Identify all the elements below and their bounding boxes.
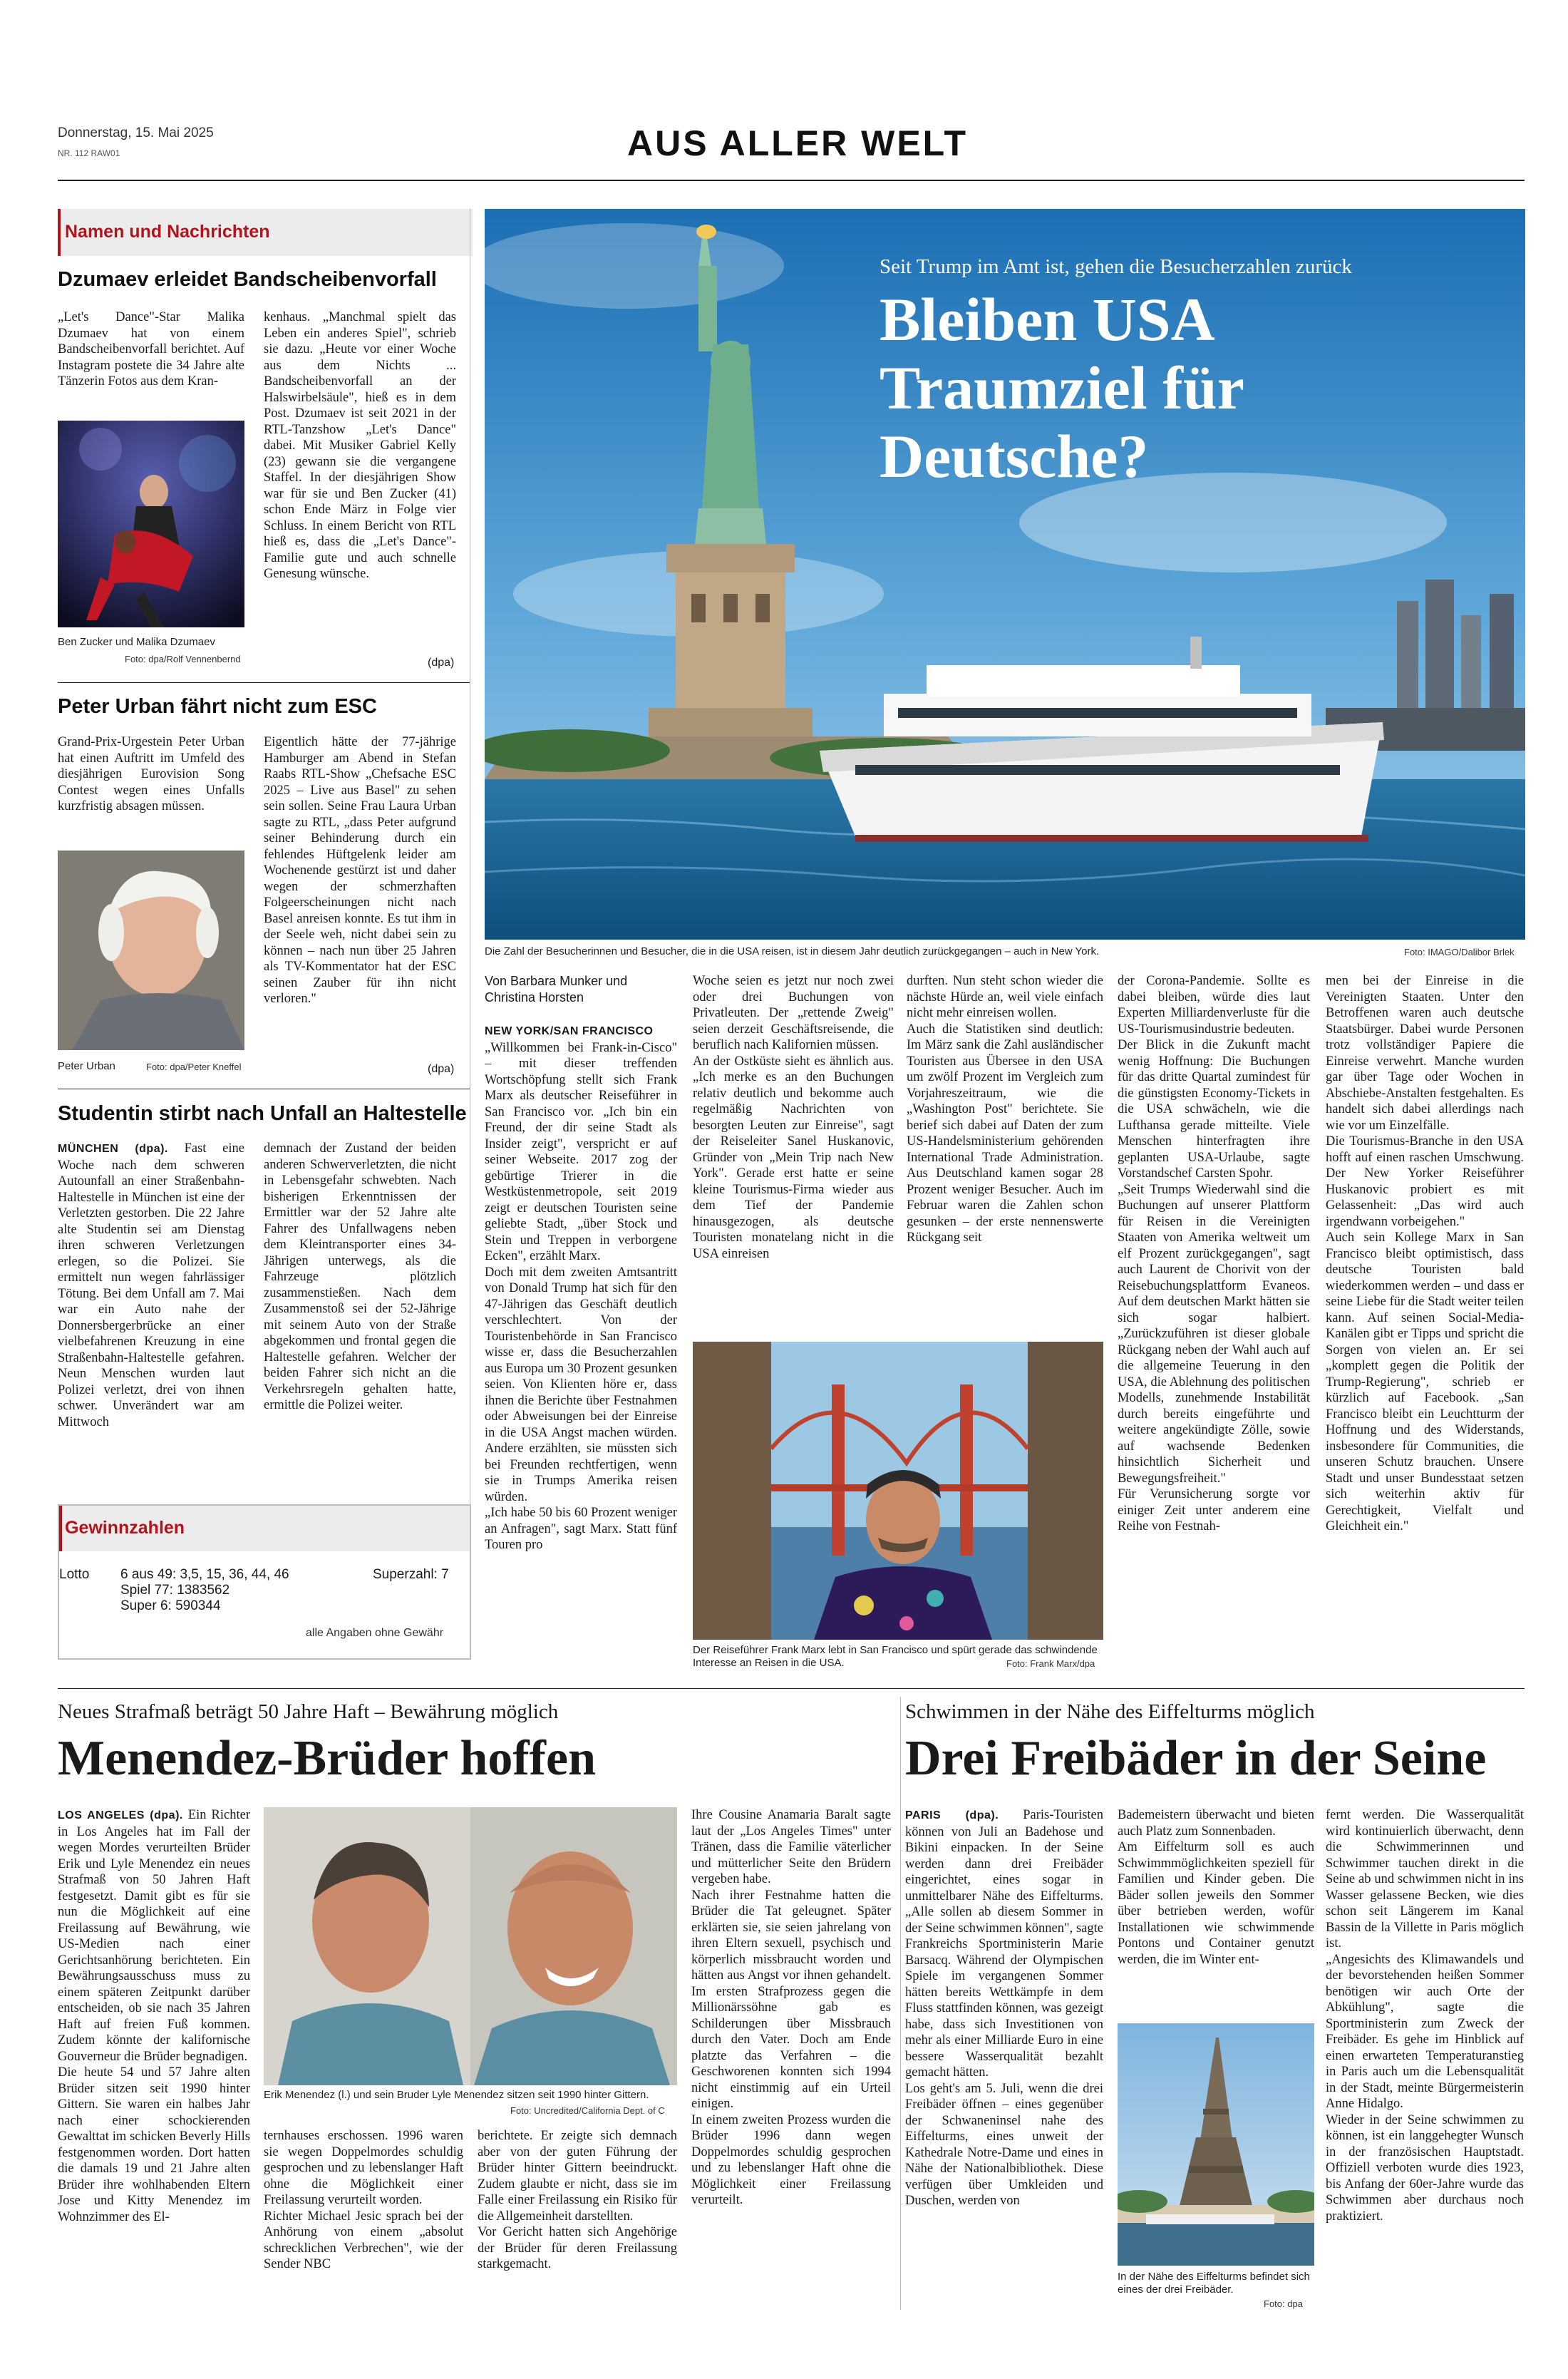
lead-text-4: der Corona-Pandemie. Sollte es dabei bleiben, würde dies laut Experten Milliardenverluste für die US-Tourismusindustrie bedeuten. Der Blick in die Zukunft macht wenig Hoffnung: Die Buchungen für das dritte Quartal zumindest für die günstigsten Economy-Tickets in die USA schwächeln, wie die Lufthansa gerade mitteilte. Viele Menschen hinterfragten ihre geplanten USA-Urlaube, sagte Vorstandschef Carsten Spohr. „Seit Trumps Wiederwahl sind die Buchungen auf unserer Plattform für Reisen in die Vereinigten Staaten von Amerika weltweit um elf Prozent zurückgegangen", sagt auch Laurent de Chorivit von der Reisebuchungsplattform Evaneos. Auf dem deutschen Markt hätten sie sich sogar halbiert. „Zurückzuführen ist dieser globale Rückgang neben der Wahl auch auf die allgemeine Teuerung in den USA, die Ablehnung des politischen Modells, zunehmende Instabilität durch bereits eingeführte und weitere angekündigte Zölle, sowie auf wachsende Bedenken hinsichtlich Sicherheit und Bewegungsfreiheit." Für Verunsicherung sorgte vor einiger Zeit unter anderem eine Reihe von Festnah- xyxy=(1118,974,1310,1533)
menendez-text-3: berichtete. Er zeigte sich demnach aber von der guten Führung der Brüder hinter Gittern beeindruckt. Zudem glaubte er nicht, dass sie im Falle einer Freilassung ein Risiko für die Allgemeinheit darstellten. Vor Gericht hatten sich Angehörige der Brüder für deren Freilassung starkgemacht. xyxy=(478,2129,677,2271)
lotto-label: Lotto xyxy=(59,1567,90,1582)
lead-col4 xyxy=(1118,973,1310,1679)
menendez-col3 xyxy=(478,2128,677,2306)
lotto-note: alle Angaben ohne Gewähr xyxy=(306,1627,444,1639)
dzumaev-credit: Foto: dpa/Rolf Vennenbernd xyxy=(125,654,241,664)
lead-col1 xyxy=(485,1023,677,1682)
seine-kicker: Schwimmen in der Nähe des Eiffelturms möglich xyxy=(905,1700,1315,1723)
marx-credit: Foto: Frank Marx/dpa xyxy=(1006,1658,1095,1669)
dzumaev-text-1: „Let's Dance"-Star Malika Dzumaev hat von einem Bandscheibenvorfall berichtet. Auf Instagram postete die 34 Jahre alte Tänzerin Fotos aus dem Kran- xyxy=(58,310,244,389)
menendez-dateline: LOS ANGELES (dpa). xyxy=(58,1809,183,1821)
urban-col1 xyxy=(58,734,244,848)
masthead-date: Donnerstag, 15. Mai 2025 xyxy=(58,125,214,140)
menendez-photo xyxy=(264,1807,677,2085)
lead-col5 xyxy=(1326,973,1524,1679)
menendez-credit: Foto: Uncredited/California Dept. of C xyxy=(510,2105,665,2116)
lead-headline-line-2: Traumziel für xyxy=(880,354,1244,422)
sidebar-title-bar xyxy=(58,209,473,256)
marx-caption: Der Reiseführer Frank Marx lebt in San Francisco und spürt gerade das schwindende Interesse an Reisen in die USA. xyxy=(693,1644,1098,1669)
lead-credit: Foto: IMAGO/Dalibor Brlek xyxy=(1404,947,1515,957)
headline-urban: Peter Urban fährt nicht zum ESC xyxy=(58,695,377,718)
sidebar-title: Namen und Nachrichten xyxy=(65,222,270,242)
lead-text-3: durften. Nun steht schon wieder die nächste Hürde an, weil viele einfach nicht mehr einreisen wollen. Auch die Statistiken sind deutlich: Im März sank die Zahl ausländischer Touristen aus Übersee in den USA um zwölf Prozent im Vergleich zum Vorjahreszeitraum, wie die „Washington Post" berichtete. Sie berief sich dabei auf Daten der zum US-Handelsministerium gehörenden International Trade Administration. Aus Deutschland kamen sogar 28 Prozent weniger Besucher. Auch im Februar waren die Zahlen schon gesunken – der erste nennenswerte Rückgang seit xyxy=(907,974,1103,1245)
lotto-title: Gewinnzahlen xyxy=(65,1518,185,1538)
lotto-box xyxy=(58,1504,471,1660)
eiffel-credit: Foto: dpa xyxy=(1264,2298,1303,2309)
menendez-headline: Menendez-Brüder hoffen xyxy=(58,1731,596,1786)
lead-kicker: Seit Trump im Amt ist, gehen die Besucherzahlen zurück xyxy=(880,255,1352,278)
lead-caption: Die Zahl der Besucherinnen und Besucher, die in die USA reisen, ist in diesem Jahr deutlich zurückgegangen – auch in New York. xyxy=(485,945,1100,957)
seine-headline: Drei Freibäder in der Seine xyxy=(905,1731,1487,1786)
lead-authors: Von Barbara Munker und Christina Horsten xyxy=(485,974,628,1004)
lead-col3 xyxy=(907,973,1103,1330)
urban-credit: Foto: dpa/Peter Kneffel xyxy=(146,1062,242,1072)
eiffel-caption: In der Nähe des Eiffelturms befindet sich eines der drei Freibäder. xyxy=(1118,2271,1310,2296)
headline-dzumaev: Dzumaev erleidet Bandscheibenvorfall xyxy=(58,268,437,291)
menendez-kicker: Neues Strafmaß beträgt 50 Jahre Haft – Bewährung möglich xyxy=(58,1700,559,1723)
lotto-line2: Spiel 77: 1383562 xyxy=(120,1583,230,1598)
lead-text-1: „Willkommen bei Frank-in-Cisco" – mit dieser treffenden Wortschöpfung stellt sich Frank Marx als deutscher Reiseführer in San Francisco vor. „Ich bin ein Freund, der dir seine Stadt als Insider zeigt", verspricht er auf seiner Webseite. 2017 zog der gebürtige Trierer in die Westküstenmetropole, seit 2019 zeigt er deutschen Touristen seine geliebte Stadt, „über Stock und Stein und Treppen in verborgene Ecken", erzählt Marx. Doch mit dem zweiten Amtsantritt von Donald Trump hat sich für den 47-Jährigen das Geschäft deutlich verschlechtert. Von der Touristenbehörde in San Francisco wisse er, dass die Besucherzahlen aus Europa um 30 Prozent gesunken seien. Von Klienten höre er, dass ihnen die Berichte über Festnahmen oder Abweisungen bei der Einreise in die USA Angst machen würden. Andere erzählten, sie müssten sich bei Freunden rechtfertigen, wenn sie in Trumps Amerika reisen würden. „Ich habe 50 bis 60 Prozent weniger an Anfragen", sagt Marx. Statt fünf Touren pro xyxy=(485,1040,677,1552)
seine-text-2: Bademeistern überwacht und bieten auch Platz zum Sonnenbaden. Am Eiffelturm soll es auch Schwimmmöglichkeiten speziell für Familien und Kinder geben. Die Bäder sollen jeweils den Sommer über betrieben werden, wofür Installationen wie schwimmende Pontons und Container genutzt werden, die im Winter ent- xyxy=(1118,1808,1314,1967)
menendez-col1 xyxy=(58,1807,250,2306)
dzumaev-photo xyxy=(58,421,244,627)
menendez-col2 xyxy=(264,2128,463,2306)
urban-col2 xyxy=(264,734,456,1080)
seine-col1 xyxy=(905,1807,1103,2306)
seine-dateline: PARIS (dpa). xyxy=(905,1809,999,1821)
urban-photo xyxy=(58,851,244,1050)
headline-studentin: Studentin stirbt nach Unfall an Haltestelle xyxy=(58,1102,467,1125)
dzumaev-agency: (dpa) xyxy=(428,657,455,669)
section-title: AUS ALLER WELT xyxy=(627,123,969,163)
marx-photo xyxy=(693,1342,1103,1640)
dzumaev-col2 xyxy=(264,309,456,674)
dzumaev-caption: Ben Zucker und Malika Dzumaev xyxy=(58,636,215,648)
seine-col2 xyxy=(1118,1807,1314,2021)
studentin-col1 xyxy=(58,1141,244,1463)
lotto-line1: 6 aus 49: 3,5, 15, 36, 44, 46 xyxy=(120,1567,289,1582)
eiffel-photo xyxy=(1118,2023,1314,2266)
lotto-superzahl: Superzahl: 7 xyxy=(373,1567,449,1582)
lead-dateline: NEW YORK/SAN FRANCISCO xyxy=(485,1025,654,1037)
urban-text-1: Grand-Prix-Urgestein Peter Urban hat einen Auftritt im Umfeld des diesjährigen Eurovision Song Contest wegen eines Unfalls kurzfristig absagen müssen. xyxy=(58,735,244,813)
urban-agency: (dpa) xyxy=(428,1063,455,1075)
menendez-text-1: Ein Richter in Los Angeles hat im Fall der wegen Mordes verurteilten Brüder Erik und Lyle Menendez ein neues Strafmaß von 50 Jahren Haft festgesetzt. Damit gibt es für sie nun die Möglichkeit auf eine Freilassung auf Bewährung, wie US-Medien nach einer Gerichtsanhörung berichteten. Ein Bewährungsausschuss muss zu einem späteren Zeitpunkt darüber entscheiden, ob sie nach 35 Jahren Haft auf freien Fuß kommen. Zudem könnte der kalifornische Gouverneur die Brüder begnadigen. Die heute 54 und 57 Jahre alten Brüder sitzen seit 1990 hinter Gittern. Sie waren ein halbes Jahr nach einer schockierenden Gewalttat im schicken Beverly Hills festgenommen worden. Dort hatten die damals 19 und 21 Jahre alten Brüder ihre wohlhabenden Eltern Jose und Kitty Menendez im Wohnzimmer des El- xyxy=(58,1808,250,2224)
lotto-line3: Super 6: 590344 xyxy=(120,1598,221,1613)
dzumaev-text-2: kenhaus. „Manchmal spielt das Leben ein anderes Spiel", schrieb sie dazu. „Heute vor einer Woche aus dem Nichts ... Bandscheibenvorfall an der Halswirbelsäule", hieß es in dem Post. Dzumaev ist seit 2021 in der RTL-Tanzshow „Let's Dance" dabei. Mit Musiker Gabriel Kelly (23) gewann sie die vergangene Staffel. In der diesjährigen Show war für sie und Ben Zucker (41) schon Ende März in Folge vier Schluss. In einem Bericht von RTL hieß es, dass die „Let's Dance"-Familie gute und auch schnelle Genesung wünsche. xyxy=(264,310,456,581)
masthead-issue: NR. 112 RAW01 xyxy=(58,148,120,158)
studentin-col2 xyxy=(264,1141,456,1463)
seine-text-3: fernt werden. Die Wasserqualität wird kontinuierlich überwacht, denn die Schwimmerinnen und Schwimmer tauchen direkt in die Seine ab und schwimmen nicht in ins Wasser gelassene Becken, wie dies schon seit Längerem im Kanal Bassin de la Villette in Paris möglich ist. „Angesichts des Klimawandels und der bevorstehenden heißen Sommer benötigen wir auch Orte der Abkühlung", sagte die Sportministerin zum Zweck der Freibäder. Es gehe im Hinblick auf einen erwarteten Temperaturanstieg in Paris auch um die Lebensqualität in der Stadt, meinte Bürgermeisterin Anne Hidalgo. Wieder in der Seine schwimmen zu können, ist ein langgehegter Wunsch in der französischen Hauptstadt. Offiziell verboten wurde dies 1923, bis Anfang der 60er-Jahre wurde das Schwimmen aber durchaus noch praktiziert. xyxy=(1326,1808,1524,2224)
sidebar-divider-1 xyxy=(58,682,470,683)
lead-text-2: Woche seien es jetzt nur noch zwei oder drei Buchungen von Privatleuten. Der „rettende Zweig" seien derzeit Geschäftsreisende, die beruflich nach Kalifornien müssen. An der Ostküste sieht es ähnlich aus. „Ich merke es an den Buchungen relativ deutlich und bekomme auch regelmäßig Nachrichten von besorgten Leuten zur Einreise", sagt der Reiseleiter Sanel Huskanovic, Gründer von „Mein Trip nach New York". Gerade erst hatte er seine kleine Tourismus-Firma wieder aus dem Tief der Pandemie hinausgezogen, als deutsche Touristen monatelang nicht in die USA einreisen xyxy=(693,974,894,1261)
studentin-text-2: demnach der Zustand der beiden anderen Schwerverletzten, die nicht in Lebensgefahr schwebten. Nach bisherigen Erkenntnissen der Ermittler war der 52 Jahre alte Fahrer des Unfallwagens neben dem Kleintransporter eines 34-Jährigen unterwegs, als die Fahrzeuge plötzlich zusammenstießen. Nach dem Zusammenstoß sei der 52-Jährige mit seinem Auto von der Straße abgekommen und frontal gegen die Haltestelle gefahren. Welcher der beiden Fahrer sich nicht an die Verkehrsregeln gehalten hatte, ermittle die Polizei weiter. xyxy=(264,1141,456,1412)
lead-headline xyxy=(880,285,1244,490)
dzumaev-col1 xyxy=(58,309,244,416)
studentin-dateline: MÜNCHEN (dpa). xyxy=(58,1143,168,1155)
urban-caption: Peter Urban xyxy=(58,1060,115,1072)
menendez-caption: Erik Menendez (l.) und sein Bruder Lyle Menendez sitzen seit 1990 hinter Gittern. xyxy=(264,2089,649,2101)
lead-text-5: men bei der Einreise in die Vereinigten Staaten. Unter den Betroffenen waren auch deutsche Staatsbürger. Dabei wurde Personen trotz vollständiger Papiere die Einreise verwehrt. Manche wurden gar über Tage oder Wochen in Abschiebe-Anstalten festgehalten. Es handelt sich dabei allerdings nach wie vor um Einzelfälle. Die Tourismus-Branche in den USA hofft auf einen raschen Umschwung. Der New Yorker Reiseführer Huskanovic probiert es mit Gelassenheit: „Das wird auch irgendwann vorbeigehen." Auch sein Kollege Marx in San Francisco bleibt optimistisch, dass deutsche Touristen bald wiederkommen werden – und dass er seine Liebe für die Stadt weiter teilen kann. Auf seinen Social-Media-Kanälen gibt er Tipps und spricht die Sorgen von vielen an. Er sei „komplett gegen die Politik der Trump-Regierung", schrieb er kürzlich auf Facebook. „San Francisco bleibt ein Leuchtturm der Hoffnung und des Widerstands, insbesondere für Communities, die unseren Schutz brauchen. Unsere Stadt und unser Bundesstaat setzen sich weiterhin aktiv für Gerechtigkeit, Vielfalt und Gleichheit ein." xyxy=(1326,974,1524,1533)
lower-rule xyxy=(58,1688,1525,1689)
menendez-text-4: Ihre Cousine Anamaria Baralt sagte laut der „Los Angeles Times" unter Tränen, dass die Familie väterlicher und mütterlicher Seite den Brüdern vergeben habe. Nach ihrer Festnahme hatten die Brüder die Tat geleugnet. Später erklärten sie, sie seien jahrelang von ihren Eltern sexuell, psychisch und körperlich missbraucht worden und hätten aus Angst vor ihnen gehandelt. Im ersten Strafprozess gegen die Millionärssöhne gab es Schilderungen über Missbrauch durch den Vater. Doch am Ende platzte das Verfahren – die Geschworenen konnten sich 1994 nicht einstimmig auf ein Urteil einigen. In einem zweiten Prozess wurden die Brüder 1996 dann wegen Doppelmordes schuldig gesprochen und zu lebenslanger Haft ohne die Möglichkeit einer Freilassung verurteilt. xyxy=(691,1808,891,2207)
masthead-rule xyxy=(58,180,1525,181)
studentin-text-1: Fast eine Woche nach dem schweren Autounfall an einer Straßenbahn-Haltestelle in München ist eine der Verletzten gestorben. Die 22 Jahre alte Studentin sei am Dienstag ihren schweren Verletzungen erlegen, so die Polizei. Sie ermittelt nun wegen fahrlässiger Tötung. Bei dem Unfall am 7. Mai war ein Auto nahe der Donnersbergerbrücke an einer vielbefahrenen Kreuzung in eine Straßenbahn-Haltestelle gefahren. Neun Menschen wurden laut Polizei verletzt, drei von ihnen schwer. Unverändert war am Mittwoch xyxy=(58,1141,244,1429)
menendez-text-2: ternhauses erschossen. 1996 waren sie wegen Doppelmordes schuldig gesprochen und zu lebenslanger Haft ohne die Möglichkeit einer Freilassung verurteilt worden. Richter Michael Jesic sprach bei der Anhörung von einem „absolut schrecklichen Verbrechen", wie der Sender NBC xyxy=(264,2129,463,2271)
lead-col2 xyxy=(693,973,894,1330)
lower-column-rule xyxy=(900,1697,901,2310)
urban-text-2: Eigentlich hätte der 77-jährige Hamburger am Abend in Stefan Raabs RTL-Show „Chefsache ESC 2025 – Live aus Basel" zu sehen sein sollen. Seine Frau Laura Urban sagte zu RTL, „dass Peter aufgrund seiner Behinderung durch ein fehlendes Hüftgelenk leider am Wochenende gestürzt ist und daher wegen der schmerzhaften Folgeerscheinungen nicht nach Basel anreisen konnte. Es tut ihm in der Seele weh, nicht dabei sein zu können – nach nun über 25 Jahren als TV-Kommentator hat der ESC seinen Zauber für ihn nicht verloren." xyxy=(264,735,456,1006)
lead-headline-line-1: Bleiben USA xyxy=(880,285,1215,354)
lead-headline-line-3: Deutsche? xyxy=(880,422,1149,490)
seine-text-1: Paris-Touristen können von Juli an Badehose und Bikini einpacken. In der Seine werden dann drei Freibäder eingerichtet, eines sogar in unmittelbarer Nähe des Eiffelturms. „Alle sollen ab diesem Sommer in der Seine schwimmen können", sagte Frankreichs Sportministerin Marie Barsacq. Während der Olympischen Spiele im vergangenen Sommer hätten bereits Wettkämpfe in dem Fluss stattfinden können, was gezeigt habe, dass sich Investitionen von mehr als einer Milliarde Euro in eine bessere Wasserqualität bezahlt gemacht hätten. Los geht's am 5. Juli, wenn die drei Freibäder öffnen – eines gegenüber der Schwaneninsel nahe des Eiffelturms, eines unweit der Kathedrale Notre-Dame und eines in Nähe der Nationalbibliothek. Diese verfügen über Umkleiden und Duschen, werden von xyxy=(905,1808,1103,2208)
seine-col3 xyxy=(1326,1807,1524,2306)
menendez-col4 xyxy=(691,1807,891,2306)
